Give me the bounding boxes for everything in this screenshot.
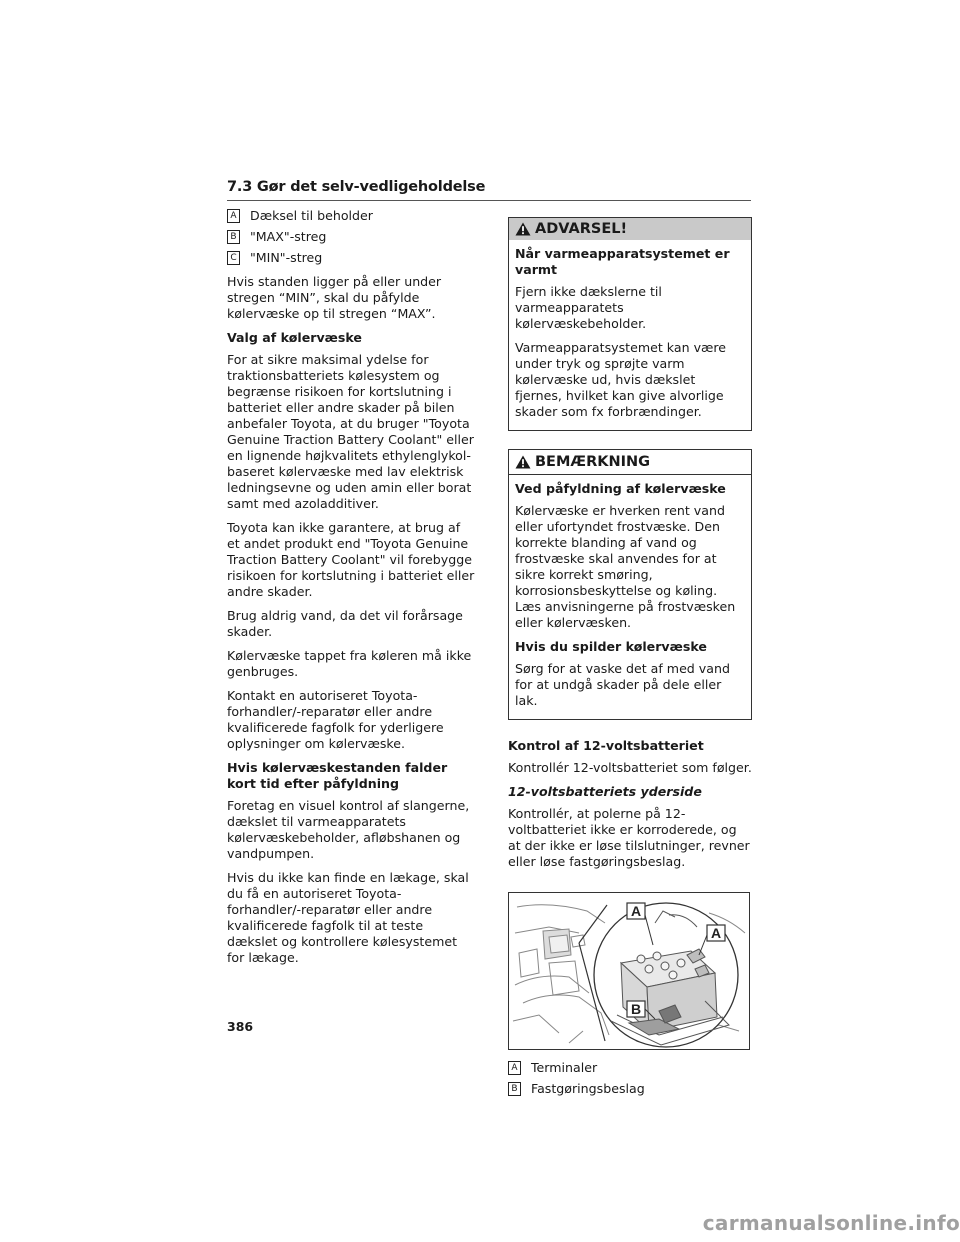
notice-box [508, 449, 752, 720]
title-rule [227, 200, 751, 201]
paragraph: Fjern ikke dækslerne til varmeapparatets kølervæskebeholder. [515, 284, 662, 331]
paragraph: For at sikre maksimal ydelse for traktionsbatteriets kølesystem og begrænse risikoen for kortslutning i batteriet eller andre skader på bilen anbefaler Toyota, at du bruger "Toyota Genuine Traction Battery Coolant" eller en lignende højkvalitets ethylenglykol-baseret kølervæske med lav elektrisk ledningsevne og uden amin eller borat samt med azoladditiver. [227, 352, 474, 511]
warning-icon [515, 222, 531, 236]
battery-illustration [509, 893, 749, 1049]
legend-text: Fastgøringsbeslag [531, 1081, 645, 1096]
legend-item [508, 1081, 752, 1097]
section-title: 7.3 Gør det selv-vedligeholdelse [227, 179, 486, 195]
subheading-level-drop: Hvis kølervæskestanden falder kort tid efter påfyldning [227, 760, 448, 791]
warning-subheading: Når varmeapparatsystemet er varmt [515, 246, 730, 277]
paragraph: Kontrollér 12-voltsbatteriet som følger. [508, 760, 752, 775]
legend-key: A [508, 1061, 521, 1075]
legend-text: Dæksel til beholder [250, 208, 373, 223]
legend-item [227, 208, 475, 224]
notice-title: BEMÆRKNING [535, 454, 651, 470]
notice-header [509, 450, 751, 475]
legend-text: "MIN"-streg [250, 250, 323, 265]
paragraph: Hvis standen ligger på eller under stregen “MIN”, skal du påfylde kølervæske op til stregen “MAX”. [227, 274, 442, 321]
legend-text: Terminaler [531, 1060, 598, 1075]
legend-key: B [508, 1082, 521, 1096]
right-column [508, 217, 752, 1102]
paragraph: Kølervæske er hverken rent vand eller ufortyndet frostvæske. Den korrekte blanding af vand og frostvæske skal anvendes for at sikre korrekt smøring, korrosionsbeskyttelse og køling. Læs anvisningerne på frostvæsken eller kølervæsken. [515, 503, 736, 630]
paragraph: Foretag en visuel kontrol af slangerne, dækslet til varmeapparatets kølervæskebeholder, afløbshanen og vandpumpen. [227, 798, 470, 861]
warning-header [509, 218, 751, 240]
legend-key: B [227, 230, 240, 244]
paragraph: Kølervæske tappet fra køleren må ikke genbruges. [227, 648, 472, 679]
left-column [227, 208, 475, 974]
figure-label-a: A [710, 925, 722, 941]
figure-label-a: A [630, 903, 642, 919]
paragraph: Brug aldrig vand, da det vil forårsage skader. [227, 608, 463, 639]
figure-label-b: B [630, 1001, 642, 1017]
paragraph: Sørg for at vaske det af med vand for at undgå skader på dele eller lak. [515, 661, 730, 708]
paragraph: Toyota kan ikke garantere, at brug af et andet produkt end "Toyota Genuine Traction Battery Coolant" vil forebygge risikoen for kortslutning i batteriet eller andre skader. [227, 520, 475, 599]
battery-figure [508, 892, 750, 1050]
legend-key: C [227, 251, 240, 265]
legend-item [227, 229, 475, 245]
notice-subheading: Hvis du spilder kølervæske [515, 639, 707, 654]
paragraph: Varmeapparatsystemet kan være under tryk og sprøjte varm kølervæske ud, hvis dækslet fjernes, hvilket kan give alvorlige skader som fx forbrændinger. [515, 340, 727, 419]
legend-key: A [227, 209, 240, 223]
watermark: carmanualsonline.info [702, 1211, 960, 1235]
subheading-coolant: Valg af kølervæske [227, 330, 362, 345]
legend-item [508, 1060, 752, 1076]
warning-box [508, 217, 752, 431]
notice-icon [515, 455, 531, 469]
paragraph: Hvis du ikke kan finde en lækage, skal du få en autoriseret Toyota-forhandler/-reparatør eller andre kvalificerede fagfolk til at teste dækslet og kontrollere kølesystemet for lækage. [227, 870, 469, 965]
subheading-battery-outside: 12-voltsbatteriets yderside [508, 784, 702, 799]
warning-title: ADVARSEL! [535, 221, 628, 237]
page-number: 386 [227, 1019, 254, 1034]
legend-item [227, 250, 475, 266]
legend-text: "MAX"-streg [250, 229, 327, 244]
notice-subheading: Ved påfyldning af kølervæske [515, 481, 726, 496]
paragraph: Kontakt en autoriseret Toyota-forhandler/-reparatør eller andre kvalificerede fagfolk for yderligere oplysninger om kølervæske. [227, 688, 444, 751]
subheading-battery: Kontrol af 12-voltsbatteriet [508, 738, 704, 753]
paragraph: Kontrollér, at polerne på 12-voltbatteriet ikke er korroderede, og at der ikke er løse tilslutninger, revner eller løse fastgøringsbeslag. [508, 806, 750, 869]
